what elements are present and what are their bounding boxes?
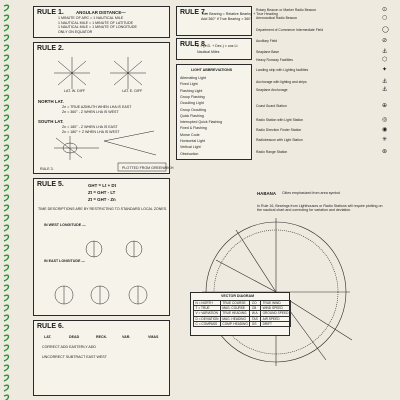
spiral-coil	[4, 335, 9, 341]
spiral-coil	[4, 345, 9, 351]
vector-table-cell: GS	[250, 321, 261, 326]
vector-table-cell: TRUE COURSE	[220, 301, 249, 306]
rule-8-title: RULE 8.	[180, 41, 207, 48]
legend-row: Auxiliary Field	[256, 39, 278, 43]
rule-1-line-4: ONLY ON EQUATOR	[58, 29, 93, 34]
spiral-coil	[4, 25, 9, 31]
spiral-coil	[4, 385, 9, 391]
spiral-coil	[4, 95, 9, 101]
chart-symbol-icon: ⊘	[382, 37, 388, 44]
abbreviations-panel	[176, 64, 252, 160]
vector-table-cell: CB	[250, 306, 261, 311]
abbreviation-row: Occulting Light	[180, 101, 204, 106]
vector-table-cell: AIR SPEED	[261, 316, 291, 321]
habana-paragraph: In Rule 16, Bearings from Lighthouses or Radio Stations will require plotting on the nautical chart and correcting for variation and deviation.	[257, 204, 383, 213]
chart-symbol-icon: ◎	[382, 116, 388, 123]
abbreviation-row: Vertical Light	[180, 145, 201, 150]
spiral-coil	[4, 365, 9, 371]
legend-row: Department of Commerce Intermediate Field	[256, 28, 324, 32]
rule-5-title: RULE 5.	[37, 181, 64, 188]
spiral-coil	[4, 245, 9, 251]
abbreviation-row: Morse Code	[180, 132, 200, 137]
rule-5-compass-diagrams	[34, 179, 171, 317]
chart-symbol-icon: ⚓	[382, 48, 388, 55]
legend-row: Anchorage with lighting and strips	[256, 80, 307, 84]
spiral-coil	[4, 65, 9, 71]
abbreviations-heading: LIGHT ABBREVIATIONS	[191, 68, 233, 72]
rule-8-panel	[176, 38, 252, 60]
spiral-coil	[4, 215, 9, 221]
rule-2-north-label: NORTH LAT.	[38, 99, 64, 104]
vector-table-row	[194, 306, 291, 311]
spiral-coil	[4, 395, 9, 400]
chart-symbol-icon: ○	[382, 14, 388, 21]
spiral-coil	[4, 145, 9, 151]
rule-2-panel	[33, 42, 174, 174]
habana-label: HABANA	[257, 191, 277, 196]
vector-table	[193, 300, 291, 327]
rule-5-formula-2: Zt = GHT - LT	[88, 190, 116, 195]
habana-note: Cities emphasized from area symbol	[282, 191, 341, 195]
spiral-coil	[4, 305, 9, 311]
abbreviation-row: Fixed & Flashing	[180, 126, 207, 131]
chart-symbol-icon: ⚓	[382, 86, 388, 93]
vector-table-row	[194, 311, 291, 316]
spiral-coil	[4, 15, 9, 21]
rule-2-box-note: PLOTTED FROM GREENWICH	[122, 166, 174, 170]
vector-table-row	[194, 321, 291, 326]
vector-table-cell: TRUE WIND	[261, 301, 291, 306]
rule-6-col-3: RECK.	[96, 335, 108, 339]
vector-table-cell: MAG. COURSE	[220, 306, 249, 311]
spiral-coil	[4, 135, 9, 141]
chart-symbol-icon: ◯	[382, 26, 389, 33]
rule-5-panel	[33, 178, 170, 316]
legend-row: Rotary Beacon or Marker Radio Beacon	[256, 8, 317, 12]
chart-symbol-icon: ⚓	[382, 78, 388, 85]
rule-6-panel	[33, 320, 170, 396]
spiral-coil	[4, 115, 9, 121]
rule-2-south-line-1: Zn = 180° - Z WHEN LHA IS EAST	[62, 125, 118, 129]
legend-row: Seaplane Base	[256, 50, 279, 54]
vector-table-cell: GROUND SPEED	[262, 311, 289, 316]
rule-5-formula-1: GHT = Lt + Dt	[88, 183, 117, 188]
spiral-coil	[4, 55, 9, 61]
legend-row: Aeronautical Radio Beacon	[256, 16, 298, 20]
vector-table-cell: COMP. HEADING	[222, 321, 248, 326]
legend-row: Heavy Runway Facilities	[256, 58, 293, 62]
legend-row: Radio Range Station	[256, 150, 288, 154]
spiral-coil	[4, 275, 9, 281]
abbreviation-row: Horizontal Light	[180, 139, 205, 143]
legend-row: Radiobeacon with Light Station	[256, 138, 303, 142]
spiral-coil	[4, 255, 9, 261]
spiral-coil	[4, 375, 9, 381]
vector-table-cell: N = NORTH	[194, 301, 221, 306]
spiral-coil	[4, 185, 9, 191]
vector-table-cell: CO	[250, 301, 261, 306]
spiral-coil	[4, 225, 9, 231]
rule-6-col-1: LAT.	[44, 335, 52, 339]
legend-row: Coast Guard Station	[256, 104, 287, 108]
spiral-coil	[4, 75, 9, 81]
spiral-coil	[4, 125, 9, 131]
spiral-coil	[4, 5, 9, 11]
vector-table-heading: VECTOR DIAGRAM	[221, 294, 255, 298]
vector-table-cell: WIND SPEED	[261, 306, 291, 311]
rule-8-formula-2: Nautical Miles	[197, 50, 220, 54]
abbreviation-row: Quick Flashing	[180, 113, 204, 118]
abbreviation-row: Group Flashing	[180, 94, 205, 99]
spiral-coil	[4, 175, 9, 181]
compass-rose	[176, 200, 384, 380]
spiral-coil	[4, 235, 9, 241]
legend-row: Radio Station with Light Station	[256, 118, 304, 122]
spiral-coil	[4, 265, 9, 271]
chart-symbol-icon: ✦	[382, 66, 388, 73]
spiral-coil	[4, 85, 9, 91]
rule-1-heading: ANGULAR DISTANCE—	[76, 10, 126, 15]
rule-8-formula: Z = (L.D. + Dec.) × cos Lt	[197, 44, 238, 48]
chart-symbol-icon: ⊕	[382, 102, 388, 109]
chart-symbol-icon: ⬡	[382, 56, 388, 63]
rule-5-note: TIME DESCRIPTIONS ARE BY RESTRICTING TO STANDARD LOCAL ZONES.	[38, 207, 168, 211]
abbreviation-row: Alternating Light	[180, 76, 206, 80]
rule-1-line-3: 1 NAUTICAL MILE = 1 MINUTE OF LONGITUDE	[58, 25, 137, 29]
vector-table-cell: MAG. HEADING	[220, 316, 249, 321]
chart-symbol-icon: ⊛	[382, 148, 388, 155]
vector-table-cell: DRIFT	[261, 321, 291, 326]
spiral-coil	[4, 165, 9, 171]
spiral-coil	[4, 295, 9, 301]
rule-6-title: RULE 6.	[37, 323, 64, 330]
vector-table-row	[194, 316, 291, 321]
vector-table-cell: D = DEVIATION	[195, 316, 219, 321]
spiral-coil	[4, 155, 9, 161]
rule-7-line-1: True Bearing = Relative Bearing + True Heading	[201, 12, 278, 16]
rule-2-south-label: SOUTH LAT.	[38, 119, 64, 124]
rule-6-row-1: CORRECT ADD EASTERLY ADD	[42, 345, 96, 349]
chart-symbol-icon: ⊙	[382, 6, 388, 13]
rule-2-diagram-label-2: LAT. E. DIFF	[122, 89, 143, 93]
rule-7-line-2: Add 360° if True Bearing > 360°	[201, 17, 252, 21]
rule-6-col-2: DEAD	[69, 335, 80, 339]
spiral-coil	[4, 45, 9, 51]
rule-1-title: RULE 1.	[37, 9, 64, 16]
rule-6-col-4: VAR.	[122, 335, 131, 339]
rule-5-east-label: IN EAST LONGITUDE —	[44, 259, 85, 263]
vector-table-cell: V = VARIATION	[194, 311, 221, 316]
spiral-coil	[4, 315, 9, 321]
legend-row: Seaplane Anchorage	[256, 88, 288, 92]
rule-2-north-line-1: Zn = TRUE AZIMUTH WHEN LHA IS EAST	[62, 105, 132, 109]
abbreviation-row: Fixed Light	[180, 82, 198, 87]
rule-2-diagram-label-1: LAT. W. DIFF	[64, 89, 86, 93]
rule-2-title: RULE 2.	[37, 45, 64, 52]
abbreviation-row: Group Occulting	[180, 107, 206, 112]
vector-table-cell: T = TRUE	[194, 306, 221, 311]
rule-2-south-line-2: Zn = 180° + Z WHEN LHA IS WEST	[62, 130, 120, 134]
rule-2-rule-3-label: RULE 3.	[40, 167, 54, 171]
rule-1-line-2: 1 NAUTICAL MILE = 1 MINUTE OF LATITUDE	[58, 20, 133, 25]
rule-6-col-5: VMAS	[148, 335, 159, 339]
vector-table-cell: C = COMPASS	[194, 321, 221, 326]
spiral-coil	[4, 105, 9, 111]
rule-1-panel	[33, 6, 170, 38]
vector-table-panel	[190, 292, 290, 336]
legend-row: Landing strip with Lighting facilities	[256, 68, 309, 72]
rule-6-row-2: UNCORRECT SUBTRACT EAST WEST	[42, 355, 107, 359]
rule-5-formula-3: Zt = GHT - Zn	[88, 197, 116, 202]
legend-row: Radio Direction Finder Station	[256, 128, 302, 132]
rule-7-title: RULE 7.	[180, 9, 207, 16]
vector-table-cell: W.A.	[251, 311, 259, 316]
rule-5-west-label: IN WEST LONGITUDE —	[44, 223, 86, 227]
rule-1-line-1: 1 MINUTE OF ARC = 1 NAUTICAL MILE	[58, 16, 124, 20]
spiral-coil	[4, 195, 9, 201]
spiral-coil	[4, 35, 9, 41]
chart-symbol-icon: ✳	[382, 136, 388, 143]
spiral-binding	[3, 0, 11, 400]
abbreviation-row: Interrupted Quick Flashing	[180, 120, 223, 125]
vector-table-row	[194, 301, 291, 306]
rule-2-north-line-2: Zn = 360° - Z WHEN LHA IS WEST	[62, 110, 119, 114]
spiral-coil	[4, 285, 9, 291]
abbreviation-row: Flashing Light	[180, 88, 203, 93]
abbreviation-row: Obstruction	[180, 151, 199, 156]
vector-table-cell: TRUE HEADING	[220, 311, 249, 316]
chart-symbol-icon: ◉	[382, 126, 388, 133]
spiral-coil	[4, 325, 9, 331]
vector-table-cell: TAS	[250, 316, 261, 321]
spiral-coil	[4, 355, 9, 361]
spiral-coil	[4, 205, 9, 211]
